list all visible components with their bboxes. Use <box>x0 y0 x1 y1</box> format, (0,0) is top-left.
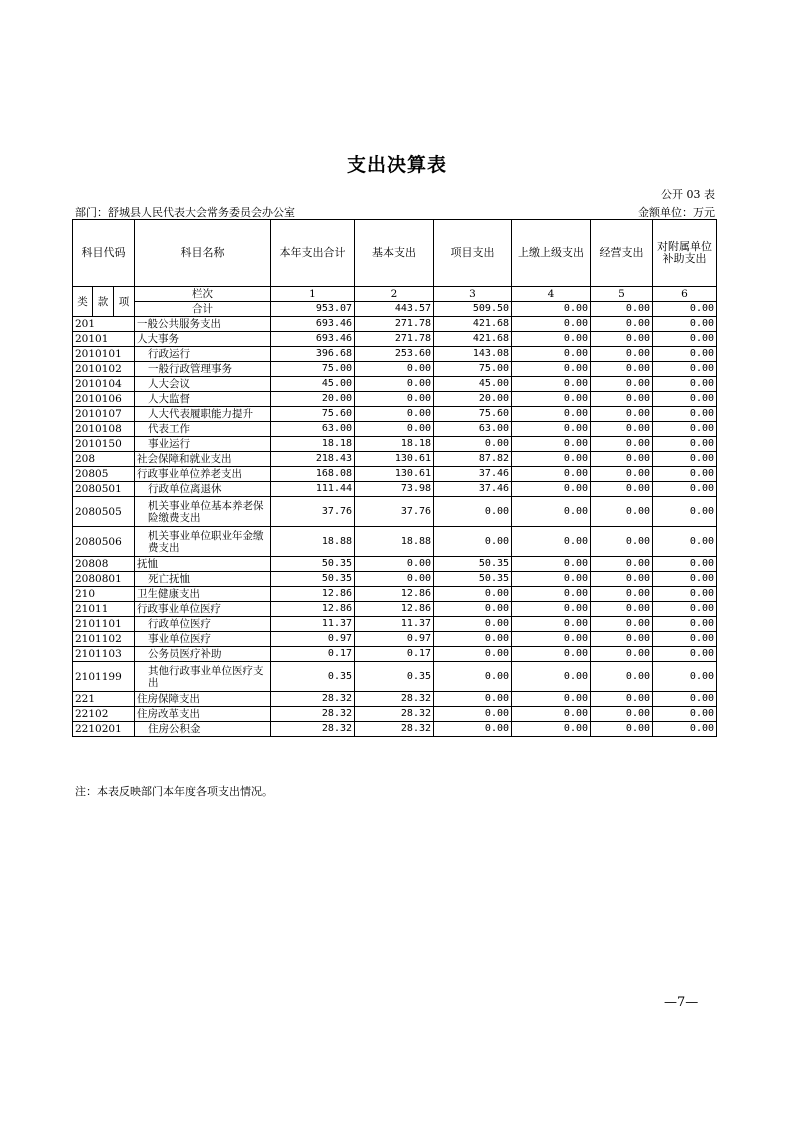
row-value: 253.60 <box>355 347 434 362</box>
total-value: 0.00 <box>653 302 717 317</box>
col-index-4: 4 <box>512 287 591 302</box>
row-name: 死亡抚恤 <box>135 572 271 587</box>
row-name: 公务员医疗补助 <box>135 647 271 662</box>
expenditure-table <box>72 219 717 737</box>
table-note: 注：本表反映部门本年度各项支出情况。 <box>75 785 273 798</box>
table-row <box>73 632 717 647</box>
row-value: 0.17 <box>355 647 434 662</box>
header-lanci: 栏次 <box>135 287 271 302</box>
row-value: 0.00 <box>591 377 653 392</box>
table-row <box>73 467 717 482</box>
row-value: 0.00 <box>355 392 434 407</box>
row-value: 28.32 <box>271 722 355 737</box>
row-name: 人大事务 <box>135 332 271 347</box>
row-name: 一般行政管理事务 <box>135 362 271 377</box>
row-value: 0.00 <box>591 617 653 632</box>
unit-label: 金额单位：万元 <box>638 206 715 219</box>
row-value: 0.00 <box>512 632 591 647</box>
row-value: 0.00 <box>653 362 717 377</box>
row-value: 0.00 <box>512 617 591 632</box>
row-value: 693.46 <box>271 332 355 347</box>
row-value: 37.76 <box>355 497 434 527</box>
row-code: 20808 <box>73 557 135 572</box>
row-value: 0.00 <box>512 332 591 347</box>
row-value: 0.00 <box>653 602 717 617</box>
row-value: 75.00 <box>271 362 355 377</box>
row-value: 63.00 <box>271 422 355 437</box>
row-value: 0.00 <box>512 377 591 392</box>
row-value: 0.00 <box>653 692 717 707</box>
row-value: 0.00 <box>591 722 653 737</box>
row-name: 住房改革支出 <box>135 707 271 722</box>
table-row <box>73 587 717 602</box>
header-business: 经营支出 <box>591 220 653 287</box>
row-value: 0.00 <box>591 347 653 362</box>
row-value: 0.00 <box>653 527 717 557</box>
row-name: 人大会议 <box>135 377 271 392</box>
row-value: 12.86 <box>355 602 434 617</box>
table-row <box>73 332 717 347</box>
row-value: 0.00 <box>591 632 653 647</box>
row-value: 0.00 <box>591 317 653 332</box>
total-value: 0.00 <box>591 302 653 317</box>
total-value: 509.50 <box>434 302 512 317</box>
row-name: 代表工作 <box>135 422 271 437</box>
row-value: 28.32 <box>355 707 434 722</box>
row-name: 事业运行 <box>135 437 271 452</box>
page-number: —7— <box>664 995 699 1010</box>
row-code: 2080505 <box>73 497 135 527</box>
row-value: 0.00 <box>434 602 512 617</box>
row-name: 行政单位离退休 <box>135 482 271 497</box>
table-row <box>73 692 717 707</box>
row-name: 行政事业单位养老支出 <box>135 467 271 482</box>
row-value: 218.43 <box>271 452 355 467</box>
row-value: 0.00 <box>434 497 512 527</box>
table-row <box>73 377 717 392</box>
table-row <box>73 707 717 722</box>
row-value: 0.00 <box>591 362 653 377</box>
row-value: 50.35 <box>434 557 512 572</box>
table-row <box>73 557 717 572</box>
row-value: 0.00 <box>434 587 512 602</box>
header-name: 科目名称 <box>135 220 271 287</box>
row-value: 0.00 <box>591 422 653 437</box>
row-value: 0.00 <box>653 452 717 467</box>
row-value: 45.00 <box>271 377 355 392</box>
row-value: 130.61 <box>355 467 434 482</box>
row-value: 0.00 <box>512 692 591 707</box>
row-value: 0.97 <box>271 632 355 647</box>
row-value: 0.17 <box>271 647 355 662</box>
row-value: 0.00 <box>653 317 717 332</box>
header-total: 本年支出合计 <box>271 220 355 287</box>
row-value: 18.18 <box>355 437 434 452</box>
table-row <box>73 482 717 497</box>
row-code: 2010150 <box>73 437 135 452</box>
row-value: 28.32 <box>355 722 434 737</box>
row-code: 22102 <box>73 707 135 722</box>
row-value: 11.37 <box>355 617 434 632</box>
row-value: 0.00 <box>512 722 591 737</box>
row-value: 0.00 <box>512 587 591 602</box>
col-index-2: 2 <box>355 287 434 302</box>
row-value: 0.00 <box>434 527 512 557</box>
row-code: 2010102 <box>73 362 135 377</box>
row-value: 0.00 <box>653 392 717 407</box>
row-value: 0.00 <box>512 527 591 557</box>
row-value: 75.00 <box>434 362 512 377</box>
row-name: 社会保障和就业支出 <box>135 452 271 467</box>
table-row <box>73 722 717 737</box>
row-value: 0.00 <box>591 647 653 662</box>
row-value: 20.00 <box>434 392 512 407</box>
row-value: 0.00 <box>434 707 512 722</box>
row-value: 87.82 <box>434 452 512 467</box>
table-body <box>73 317 717 737</box>
row-value: 0.00 <box>512 317 591 332</box>
row-code: 2101103 <box>73 647 135 662</box>
row-value: 0.00 <box>512 707 591 722</box>
row-value: 168.08 <box>271 467 355 482</box>
row-value: 693.46 <box>271 317 355 332</box>
row-value: 0.00 <box>591 497 653 527</box>
row-value: 45.00 <box>434 377 512 392</box>
total-value: 0.00 <box>512 302 591 317</box>
row-code: 2080506 <box>73 527 135 557</box>
row-value: 0.00 <box>653 557 717 572</box>
row-value: 73.98 <box>355 482 434 497</box>
row-value: 0.00 <box>512 422 591 437</box>
table-row <box>73 662 717 692</box>
table-row <box>73 422 717 437</box>
row-value: 0.00 <box>355 362 434 377</box>
row-value: 421.68 <box>434 317 512 332</box>
row-value: 0.00 <box>591 707 653 722</box>
row-value: 0.00 <box>434 437 512 452</box>
header-xiang: 项 <box>114 287 135 317</box>
row-code: 210 <box>73 587 135 602</box>
row-value: 28.32 <box>355 692 434 707</box>
header-code: 科目代码 <box>73 220 135 287</box>
row-value: 111.44 <box>271 482 355 497</box>
row-value: 0.00 <box>355 572 434 587</box>
row-value: 18.18 <box>271 437 355 452</box>
row-code: 2080501 <box>73 482 135 497</box>
row-name: 机关事业单位职业年金缴费支出 <box>135 527 271 557</box>
row-value: 0.00 <box>653 482 717 497</box>
row-value: 0.00 <box>653 467 717 482</box>
row-value: 28.32 <box>271 707 355 722</box>
header-project: 项目支出 <box>434 220 512 287</box>
row-name: 行政单位医疗 <box>135 617 271 632</box>
row-value: 75.60 <box>271 407 355 422</box>
row-value: 0.00 <box>653 332 717 347</box>
row-name: 行政事业单位医疗 <box>135 602 271 617</box>
table-row <box>73 527 717 557</box>
column-index-row <box>73 287 717 302</box>
col-index-1: 1 <box>271 287 355 302</box>
row-value: 50.35 <box>271 572 355 587</box>
row-value: 18.88 <box>271 527 355 557</box>
row-value: 0.00 <box>434 632 512 647</box>
row-value: 0.97 <box>355 632 434 647</box>
row-code: 2010107 <box>73 407 135 422</box>
row-code: 2101101 <box>73 617 135 632</box>
row-value: 12.86 <box>271 602 355 617</box>
row-name: 人大监督 <box>135 392 271 407</box>
row-value: 0.00 <box>653 707 717 722</box>
table-row <box>73 452 717 467</box>
total-row <box>73 302 717 317</box>
row-value: 0.00 <box>591 482 653 497</box>
row-value: 0.00 <box>591 332 653 347</box>
col-index-3: 3 <box>434 287 512 302</box>
row-value: 0.00 <box>653 572 717 587</box>
row-value: 0.00 <box>512 362 591 377</box>
row-value: 0.00 <box>355 407 434 422</box>
row-value: 0.00 <box>653 617 717 632</box>
row-value: 50.35 <box>271 557 355 572</box>
row-value: 0.00 <box>591 392 653 407</box>
row-value: 0.00 <box>653 647 717 662</box>
table-row <box>73 317 717 332</box>
row-value: 0.00 <box>653 377 717 392</box>
table-row <box>73 437 717 452</box>
row-value: 37.46 <box>434 482 512 497</box>
row-value: 0.00 <box>591 407 653 422</box>
header-kuan: 款 <box>93 287 114 317</box>
row-code: 2010104 <box>73 377 135 392</box>
row-value: 421.68 <box>434 332 512 347</box>
row-value: 0.00 <box>512 572 591 587</box>
row-code: 2210201 <box>73 722 135 737</box>
row-name: 其他行政事业单位医疗支出 <box>135 662 271 692</box>
row-value: 0.35 <box>355 662 434 692</box>
row-value: 396.68 <box>271 347 355 362</box>
row-name: 住房保障支出 <box>135 692 271 707</box>
department-label: 部门：舒城县人民代表大会常务委员会办公室 <box>75 206 295 219</box>
table-row <box>73 647 717 662</box>
row-value: 143.08 <box>434 347 512 362</box>
header-basic: 基本支出 <box>355 220 434 287</box>
table-row <box>73 497 717 527</box>
row-code: 20805 <box>73 467 135 482</box>
row-value: 37.76 <box>271 497 355 527</box>
table-row <box>73 572 717 587</box>
row-value: 0.00 <box>512 392 591 407</box>
row-value: 0.00 <box>653 587 717 602</box>
form-number: 公开 03 表 <box>661 188 715 201</box>
row-value: 0.00 <box>591 572 653 587</box>
row-value: 0.00 <box>653 437 717 452</box>
header-upper: 上缴上级支出 <box>512 220 591 287</box>
row-value: 63.00 <box>434 422 512 437</box>
row-value: 271.78 <box>355 332 434 347</box>
row-name: 行政运行 <box>135 347 271 362</box>
row-value: 0.00 <box>591 602 653 617</box>
row-name: 人大代表履职能力提升 <box>135 407 271 422</box>
row-value: 130.61 <box>355 452 434 467</box>
row-code: 2080801 <box>73 572 135 587</box>
row-code: 2010106 <box>73 392 135 407</box>
total-value: 443.57 <box>355 302 434 317</box>
row-value: 0.00 <box>434 617 512 632</box>
row-value: 0.00 <box>591 692 653 707</box>
row-value: 0.00 <box>512 602 591 617</box>
header-lei: 类 <box>73 287 93 317</box>
row-code: 208 <box>73 452 135 467</box>
row-name: 住房公积金 <box>135 722 271 737</box>
row-value: 37.46 <box>434 467 512 482</box>
row-value: 0.00 <box>512 662 591 692</box>
row-value: 50.35 <box>434 572 512 587</box>
row-name: 抚恤 <box>135 557 271 572</box>
row-value: 0.00 <box>434 722 512 737</box>
col-index-5: 5 <box>591 287 653 302</box>
row-value: 0.00 <box>512 452 591 467</box>
row-name: 事业单位医疗 <box>135 632 271 647</box>
row-value: 0.00 <box>512 647 591 662</box>
row-value: 11.37 <box>271 617 355 632</box>
row-value: 0.00 <box>653 497 717 527</box>
row-value: 0.00 <box>591 662 653 692</box>
row-value: 0.00 <box>355 377 434 392</box>
header-subsidy: 对附属单位补助支出 <box>653 220 717 287</box>
row-value: 0.00 <box>591 467 653 482</box>
row-value: 0.00 <box>434 662 512 692</box>
row-value: 0.00 <box>434 692 512 707</box>
row-value: 12.86 <box>271 587 355 602</box>
row-code: 2010101 <box>73 347 135 362</box>
total-value: 953.07 <box>271 302 355 317</box>
row-value: 75.60 <box>434 407 512 422</box>
row-value: 0.00 <box>653 407 717 422</box>
row-value: 0.00 <box>512 347 591 362</box>
row-value: 0.00 <box>512 407 591 422</box>
table-row <box>73 392 717 407</box>
table-row <box>73 617 717 632</box>
row-value: 0.35 <box>271 662 355 692</box>
row-code: 2101199 <box>73 662 135 692</box>
table-row <box>73 362 717 377</box>
row-code: 221 <box>73 692 135 707</box>
row-value: 0.00 <box>591 527 653 557</box>
row-value: 0.00 <box>512 482 591 497</box>
row-name: 一般公共服务支出 <box>135 317 271 332</box>
row-value: 0.00 <box>653 422 717 437</box>
table-row <box>73 407 717 422</box>
row-value: 0.00 <box>512 557 591 572</box>
header-row <box>73 220 717 287</box>
col-index-6: 6 <box>653 287 717 302</box>
row-value: 0.00 <box>653 722 717 737</box>
row-value: 0.00 <box>591 437 653 452</box>
row-value: 0.00 <box>512 467 591 482</box>
table-row <box>73 347 717 362</box>
row-value: 0.00 <box>653 662 717 692</box>
row-value: 0.00 <box>591 557 653 572</box>
row-value: 20.00 <box>271 392 355 407</box>
row-code: 2101102 <box>73 632 135 647</box>
row-name: 机关事业单位基本养老保险缴费支出 <box>135 497 271 527</box>
row-code: 21011 <box>73 602 135 617</box>
table-row <box>73 602 717 617</box>
row-value: 271.78 <box>355 317 434 332</box>
row-value: 0.00 <box>653 632 717 647</box>
row-value: 0.00 <box>591 587 653 602</box>
row-code: 201 <box>73 317 135 332</box>
row-value: 0.00 <box>512 437 591 452</box>
row-value: 0.00 <box>512 497 591 527</box>
row-value: 0.00 <box>355 557 434 572</box>
row-value: 0.00 <box>355 422 434 437</box>
row-value: 18.88 <box>355 527 434 557</box>
page-title: 支出决算表 <box>346 154 447 176</box>
row-code: 2010108 <box>73 422 135 437</box>
row-value: 28.32 <box>271 692 355 707</box>
row-value: 0.00 <box>653 347 717 362</box>
total-label: 合计 <box>135 302 271 317</box>
row-value: 12.86 <box>355 587 434 602</box>
row-value: 0.00 <box>434 647 512 662</box>
row-name: 卫生健康支出 <box>135 587 271 602</box>
row-value: 0.00 <box>591 452 653 467</box>
row-code: 20101 <box>73 332 135 347</box>
